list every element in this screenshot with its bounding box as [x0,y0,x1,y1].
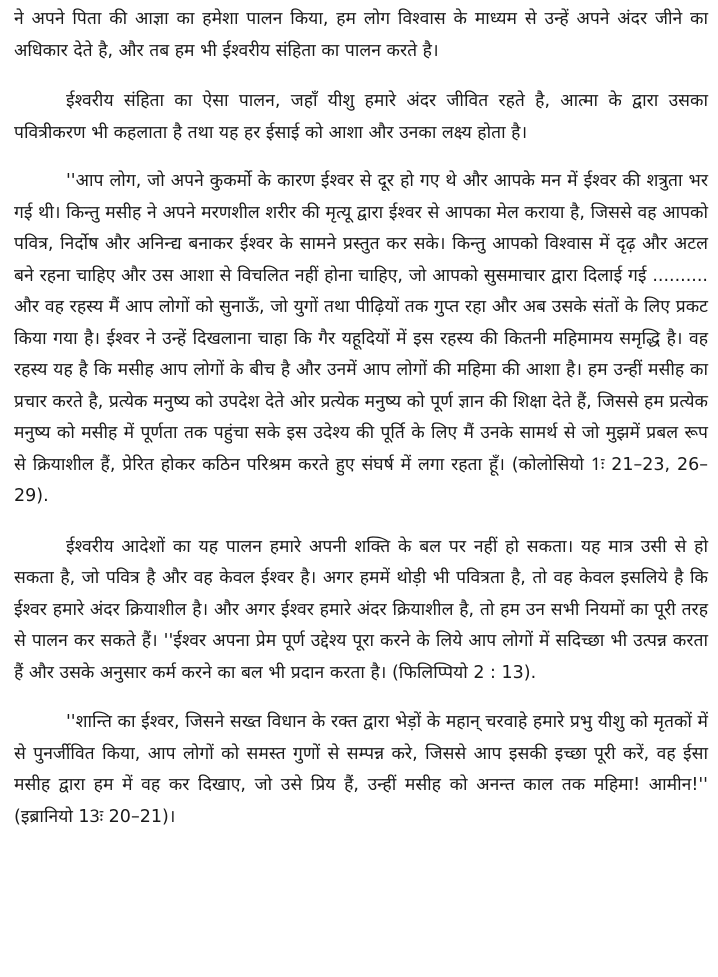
paragraph-colossians-quote: ''आप लोग, जो अपने कुकर्मो के कारण ईश्वर से दूर हो गए थे और आपके मन में ईश्वर की शत्रुता भर गई थी। किन्तु मसीह ने अपने मरणशील शरीर की मृत्यू द्वारा ईश्वर से आपका मेल कराया है, जिससे वह आपको पवित्र, निर्दोष और अनिन्द्य बनाकर ईश्वर के सामने प्रस्तुत कर सके। किन्तु आपको विश्वास में दृढ़ और अटल बने रहना चाहिए और उस आशा से विचलित नहीं होना चाहिए, जो आपको सुसमाचार द्वारा दिलाई गई .......... और वह रहस्य मैं आप लोगों को सुनाऊँ, जो युगों तथा पीढ़ियों तक गुप्त रहा और अब उसके संतों के लिए प्रकट किया गया है। ईश्वर ने उन्हें दिखलाना चाहा कि गैर यहूदियों में इस रहस्य की कितनी महिमामय समृद्धि है। वह रहस्य यह है कि मसीह आप लोगों के बीच है और उनमें आप लोगों की महिमा की आशा है। हम उन्हीं मसीह का प्रचार करते है, प्रत्येक मनुष्य को उपदेश देते ओर प्रत्येक मनुष्य को पूर्ण ज्ञान की शिक्षा देते हैं, जिससे हम प्रत्येक मनुष्य को मसीह में पूर्णता तक पहुंचा सके इस उदेश्य की पूर्ति के लिए मैं उनके सामर्थ से जो मुझमें प्रबल रूप से क्रियाशील हैं, प्रेरित होकर कठिन परिश्रम करते हुए संघर्ष में लगा रहता हूँ। (कोलोसियो 1ः 21–23, 26–29). [14,171,708,506]
paragraph-continuation: ने अपने पिता की आज्ञा का हमेशा पालन किया, हम लोग विश्वास के माध्यम से उन्हें अपने अंदर जीने का अधिकार देते है, और तब हम भी ईश्वरीय संहिता का पालन करते है। [14,9,708,61]
paragraph-sanctification: ईश्वरीय संहिता का ऐसा पालन, जहाँ यीशु हमारे अंदर जीवित रहते है, आत्मा के द्वारा उसका पवित्रीकरण भी कहलाता है तथा यह हर ईसाई को आशा और उनका लक्ष्य होता है। [14,91,708,143]
paragraph-obedience: ईश्वरीय आदेशों का यह पालन हमारे अपनी शक्ति के बल पर नहीं हो सकता। यह मात्र उसी से हो सकता है, जो पवित्र है और वह केवल ईश्वर है। अगर हममें थोड़ी भी पवित्रता है, तो वह केवल इसलिये है कि ईश्वर हमारे अंदर क्रियाशील है। और अगर ईश्वर हमारे अंदर क्रियाशील है, तो हम उन सभी नियमों का पूरी तरह से पालन कर सकते हैं। ''ईश्वर अपना प्रेम पूर्ण उद्देश्य पूरा करने के लिये आप लोगों में सदिच्छा भी उत्पन्न करता हैं और उसके अनुसार कर्म करने का बल भी प्रदान करता है। (फिलिप्पियो 2 : 13). [14,536,708,683]
paragraph-hebrews-quote: ''शान्ति का ईश्वर, जिसने सख्त विधान के रक्त द्वारा भेड़ों के महान् चरवाहे हमारे प्रभु यीशु को मृतकों में से पुनर्जीवित किया, आप लोगों को समस्त गुणों से सम्पन्न करे, जिससे आप इसकी इच्छा पूरी करें, वह ईसा मसीह द्वारा हम में वह कर दिखाए, जो उसे प्रिय हैं, उन्हीं मसीह को अनन्त काल तक महिमा! आमीन!'' (इब्रानियो 13ः 20–21)। [14,712,708,827]
